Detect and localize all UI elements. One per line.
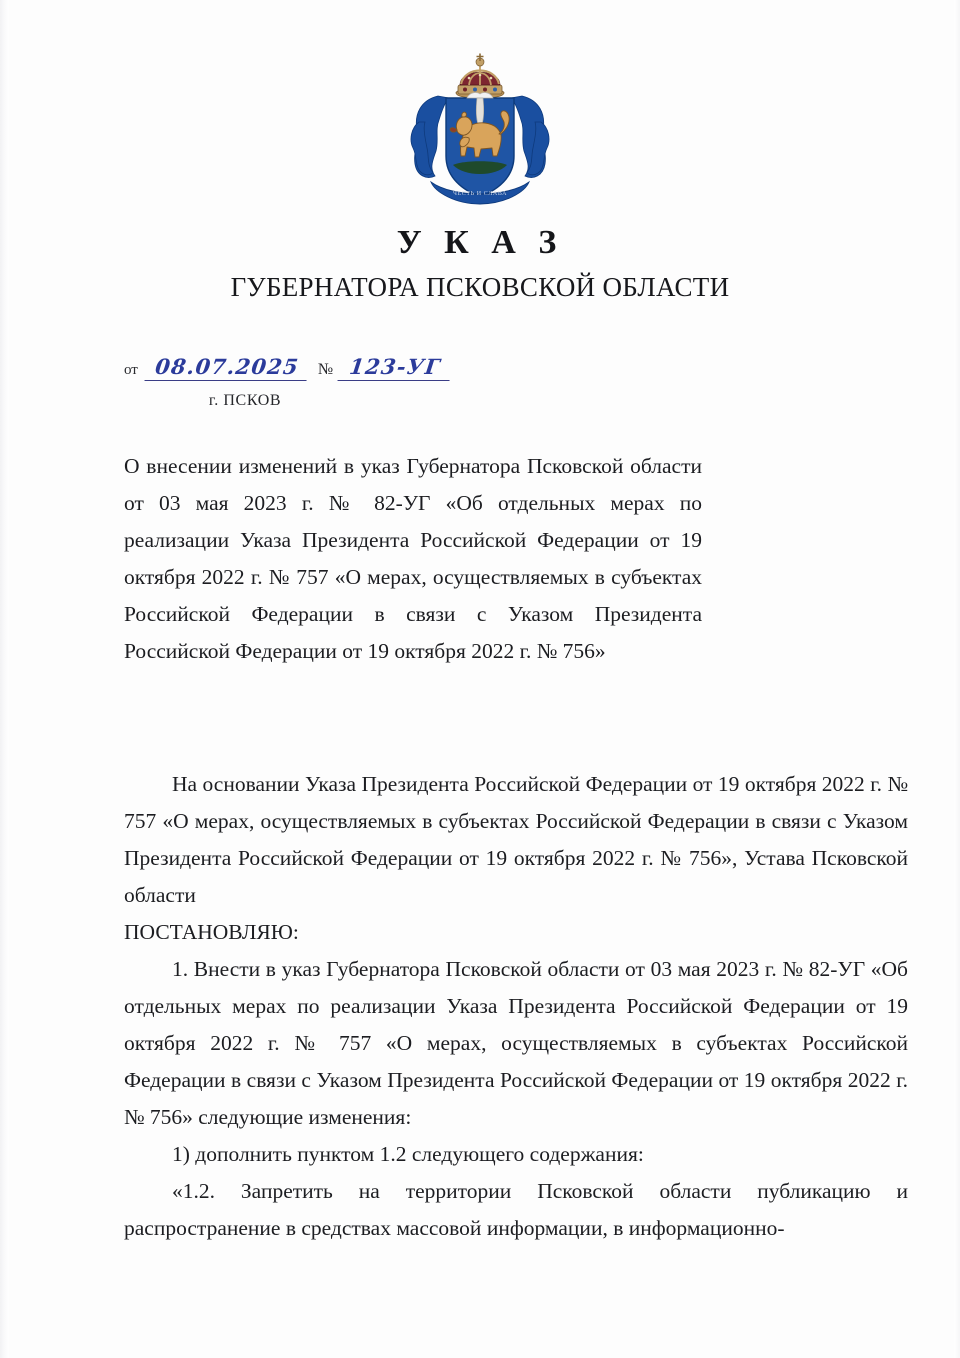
- quote-item-1-2: «1.2. Запретить на территории Псковской области публикацию и распространение в средствах массовой информации, в информационно-: [124, 1179, 908, 1240]
- date-value: 08.07.2025: [144, 356, 309, 381]
- date-label: от: [124, 362, 138, 378]
- item-1-paragraph: 1. Внести в указ Губернатора Псковской области от 03 мая 2023 г. № 82-УГ «Об отдельных мерах по реализации Указа Президента Российской Федерации от 19 октября 2022 г. № 757 «О мерах, осуществляемых в субъектах Российской Федерации в связи с Указом Президента Российской Федерации от 19 октября 2022 г. № 756» следующие изменения:: [124, 957, 908, 1129]
- item-1-subitem-1: 1) дополнить пунктом 1.2 следующего содержания:: [172, 1142, 644, 1166]
- emblem-container: [0, 52, 960, 207]
- number-label: №: [317, 361, 334, 378]
- city-line: г. ПСКОВ: [208, 392, 282, 409]
- body-block: [124, 766, 908, 1247]
- number-value: 123-УГ: [338, 356, 453, 381]
- crown-icon: [456, 54, 504, 99]
- page-title: У К А З: [396, 224, 564, 261]
- coat-of-arms-pskov-oblast-icon: [405, 52, 555, 207]
- subject-text: О внесении изменений в указ Губернатора Псковской области от 03 мая 2023 г. № 82-УГ «Об отдельных мерах по реализации Указа Президента Российской Федерации от 19 октября 2022 г. № 757 «О мерах, осуществляемых в субъектах Российской Федерации в связи с Указом Президента Российской Федерации от 19 октября 2022 г. № 756»: [124, 454, 702, 663]
- svg-text:ЧЕСТЬ И СЛАВА: ЧЕСТЬ И СЛАВА: [452, 191, 508, 197]
- page-subtitle: ГУБЕРНАТОРА ПСКОВСКОЙ ОБЛАСТИ: [230, 272, 730, 302]
- preamble-paragraph: На основании Указа Президента Российской Федерации от 19 октября 2022 г. № 757 «О мерах, осуществляемых в субъектах Российской Федерации в связи с Указом Президента Российской Федерации от 19 октября 2022 г. № 756», Устава Псковской области: [124, 772, 908, 907]
- decree-verb: ПОСТАНОВЛЯЮ:: [124, 920, 299, 944]
- registration-line: [124, 356, 451, 381]
- subject-block: [124, 448, 702, 670]
